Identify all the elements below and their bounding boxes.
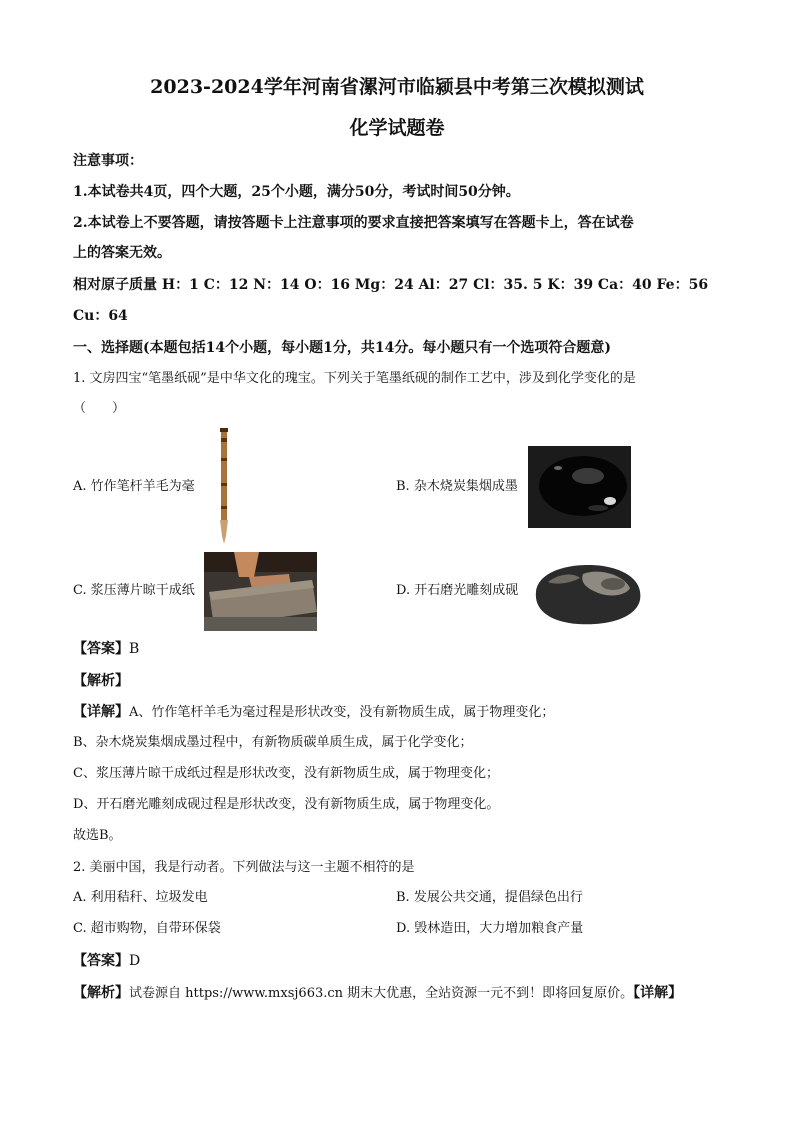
q1-detail-label: 【详解】 [73,704,129,720]
page-title: 2023-2024学年河南省漯河市临颍县中考第三次模拟测试 [150,76,644,98]
q2-detail-label: 【详解】 [633,985,683,1001]
inkstone-image [528,552,646,629]
ink-illustration [528,446,631,528]
q1-option-b: B. 杂木烧炭集烟成墨 [396,479,518,494]
q1-detail-c: C、浆压薄片晾干成纸过程是形状改变，没有新物质生成，属于物理变化； [73,766,499,781]
q2-option-b: B. 发展公共交通，提倡绿色出行 [396,890,583,905]
q1-stem-line-2: （ ） [73,401,126,416]
notes-item-2-line-2: 上的答案无效。 [73,245,171,261]
notes-item-1: 1.本试卷共4页，四个大题，25个小题，满分50分，考试时间50分钟。 [73,184,520,200]
q1-answer [73,640,139,658]
page-subtitle: 化学试题卷 [349,117,445,139]
q1-conclusion: 故选B。 [73,828,122,843]
notes-heading: 注意事项： [73,153,143,169]
atomic-mass-line-2: Cu：64 [73,308,128,324]
atomic-mass-line-1: 相对原子质量 H：1 C：12 N：14 O：16 Mg：24 Al：27 Cl：35. 5 K：39 Ca：40 Fe：56 [73,277,709,293]
q2-analysis [73,984,682,1003]
q1-answer-label: 【答案】 [73,641,129,657]
inkstone-illustration [528,552,646,629]
paper-illustration [204,552,317,631]
q2-stem: 2. 美丽中国，我是行动者。下列做法与这一主题不相符的是 [73,860,415,875]
q2-analysis-label: 【解析】 [73,985,129,1001]
q1-option-a: A. 竹作笔杆羊毛为毫 [73,479,195,494]
q1-analysis-label: 【解析】 [73,673,129,689]
q1-detail-d: D、开石磨光雕刻成砚过程是形状改变，没有新物质生成，属于物理变化。 [73,797,500,812]
notes-item-2-line-1: 2.本试卷上不要答题，请按答题卡上注意事项的要求直接把答案填写在答题卡上，答在试卷 [73,215,634,231]
brush-illustration [212,428,236,546]
q1-option-d: D. 开石磨光雕刻成砚 [396,583,519,598]
q1-answer-value: B [129,641,140,657]
q2-option-d: D. 毁林造田，大力增加粮食产量 [396,921,584,936]
q1-detail-a [73,703,554,722]
q2-option-c: C. 超市购物，自带环保袋 [73,921,221,936]
q1-detail-a-text: A、竹作笔杆羊毛为毫过程是形状改变，没有新物质生成，属于物理变化； [129,705,555,720]
q2-answer [73,952,140,970]
q1-stem-line-1: 1. 文房四宝“笔墨纸砚”是中华文化的瑰宝。下列关于笔墨纸砚的制作工艺中，涉及到化学变化的是 [73,371,636,386]
ink-image [528,446,631,528]
paper-image [204,552,317,631]
q2-analysis-text: 试卷源自 https://www.mxsj663.cn 期末大优惠，全站资源一元不到！即将回复原价。 [129,986,634,1001]
q2-option-a: A. 利用秸秆、垃圾发电 [73,890,208,905]
q2-answer-value: D [129,953,141,969]
section-heading: 一、选择题(本题包括14个小题，每小题1分，共14分。每小题只有一个选项符合题意) [73,340,611,356]
q2-answer-label: 【答案】 [73,953,129,969]
q1-detail-b: B、杂木烧炭集烟成墨过程中，有新物质碳单质生成，属于化学变化； [73,735,473,750]
q1-option-c: C. 浆压薄片晾干成纸 [73,583,195,598]
brush-image [212,428,236,546]
